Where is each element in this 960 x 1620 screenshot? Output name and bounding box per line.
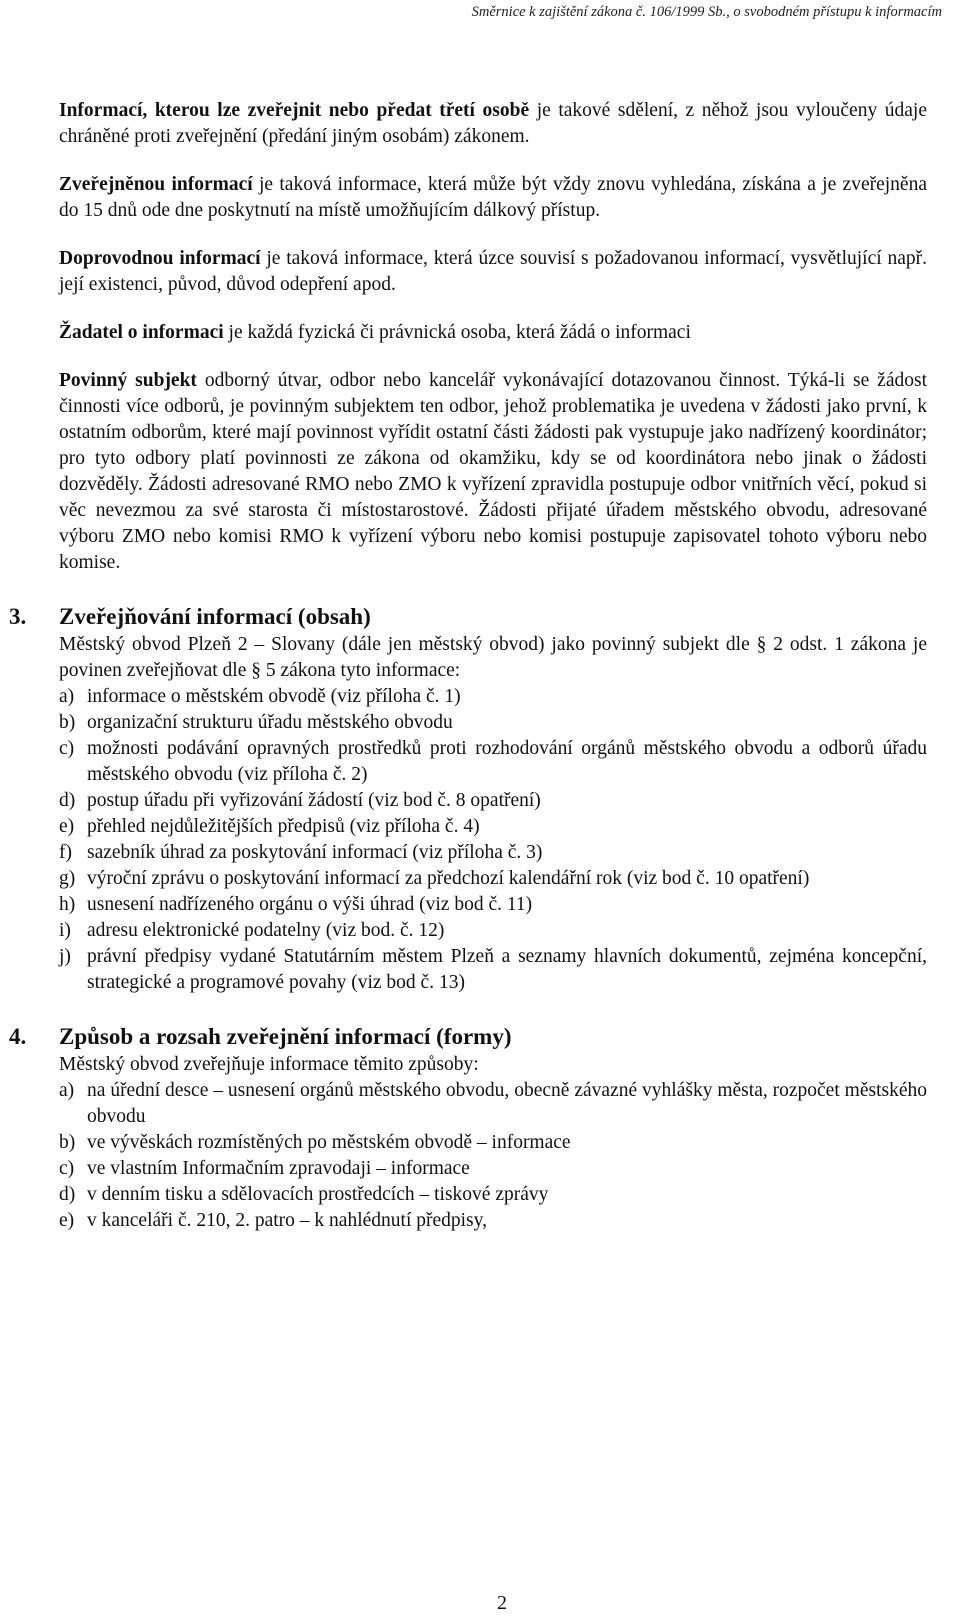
list-item — [59, 1182, 927, 1208]
list-marker: b) — [59, 1132, 76, 1153]
list-item-text: na úřední desce – usnesení orgánů městského obvodu, obecně závazné vyhlášky města, rozpočet městského obvodu — [87, 1080, 927, 1127]
definition-text: je taková informace, která může být vždy znovu vyhledána, získána a je zveřejněna do 15 dnů ode dne poskytnutí na místě umožňujícím dálkový přístup. — [59, 174, 927, 221]
list-item-text: organizační strukturu úřadu městského obvodu — [87, 712, 453, 733]
list-item-text: ve vývěskách rozmístěných po městském obvodě – informace — [87, 1132, 571, 1153]
section-number: 4. — [9, 1024, 27, 1049]
page-body — [9, 98, 927, 1234]
list-item — [59, 788, 927, 814]
list-item — [59, 736, 927, 788]
section-4-list — [59, 1078, 927, 1234]
list-marker: c) — [59, 738, 75, 759]
list-marker: h) — [59, 894, 76, 915]
definition-text: odborný útvar, odbor nebo kancelář vykonávající dotazovanou činnost. Týká-li se žádost činnosti více odborů, je povinným subjektem ten odbor, jehož problematika je uvedena v žádosti jako první, k ostatním odborům, které mají povinnost vyřídit ostatní části žádosti pak vystupuje jako nadřízený koordinátor; pro tyto odbory platí povinnosti ze zákona od okamžiku, kdy se od koordinátora nebo jinak o žádosti dozvěděly. Žádosti adresované RMO nebo ZMO k vyřízení zpravidla postupuje odbor vnitřních věcí, pokud si věc nevezmou za své starosta či místostarostové. Žádosti přijaté úřadem městského obvodu, adresované výboru ZMO nebo komisi RMO k vyřízení výboru nebo komisi postupuje zapisovatel tohoto výboru nebo komise. — [59, 370, 927, 573]
section-4-heading — [9, 1022, 927, 1052]
section-intro: Městský obvod zveřejňuje informace těmito způsoby: — [59, 1054, 479, 1075]
running-header: Směrnice k zajištění zákona č. 106/1999 Sb., o svobodném přístupu k informacím — [471, 4, 942, 20]
definition-paragraph — [59, 320, 927, 346]
section-number: 3. — [9, 604, 27, 629]
list-item-text: v denním tisku a sdělovacích prostředcích – tiskové zprávy — [87, 1184, 549, 1205]
list-marker: c) — [59, 1158, 75, 1179]
definition-text: je každá fyzická či právnická osoba, která žádá o informaci — [223, 322, 691, 343]
definition-text: je takové sdělení, z něhož jsou vyloučeny údaje chráněné proti zveřejnění (předání jiným osobám) zákonem. — [59, 100, 927, 147]
list-item — [59, 944, 927, 996]
definition-term: Informací, kterou lze zveřejnit nebo předat třetí osobě — [59, 100, 530, 121]
list-marker: e) — [59, 1210, 75, 1231]
list-item-text: ve vlastním Informačním zpravodaji – informace — [87, 1158, 470, 1179]
list-item — [59, 1130, 927, 1156]
list-marker: j) — [59, 946, 71, 967]
definition-text: je taková informace, která úzce souvisí s požadovanou informací, vysvětlující např. její existenci, původ, důvod odepření apod. — [59, 248, 927, 295]
section-title: Způsob a rozsah zveřejnění informací (formy) — [59, 1024, 512, 1049]
definition-term: Zveřejněnou informací — [59, 174, 253, 195]
list-item — [59, 918, 927, 944]
section-title: Zveřejňování informací (obsah) — [59, 604, 371, 629]
list-marker: a) — [59, 1080, 75, 1101]
list-marker: i) — [59, 920, 71, 941]
list-marker: b) — [59, 712, 76, 733]
section-3-list — [59, 684, 927, 996]
list-item-text: informace o městském obvodě (viz příloha č. 1) — [87, 686, 461, 707]
list-item-text: adresu elektronické podatelny (viz bod. č. 12) — [87, 920, 445, 941]
definition-paragraph — [59, 98, 927, 150]
list-item-text: postup úřadu při vyřizování žádostí (viz bod č. 8 opatření) — [87, 790, 541, 811]
section-intro: Městský obvod Plzeň 2 – Slovany (dále jen městský obvod) jako povinný subjekt dle § 2 odst. 1 zákona je povinen zveřejňovat dle § 5 zákona tyto informace: — [59, 634, 927, 681]
list-marker: f) — [59, 842, 72, 863]
list-item-text: usnesení nadřízeného orgánu o výši úhrad (viz bod č. 11) — [87, 894, 533, 915]
list-item-text: výroční zprávu o poskytování informací za předchozí kalendářní rok (viz bod č. 10 opatření) — [87, 868, 810, 889]
list-item-text: právní předpisy vydané Statutárním městem Plzeň a seznamy hlavních dokumentů, zejména koncepční, strategické a programové povahy (viz bod č. 13) — [87, 946, 927, 993]
list-marker: a) — [59, 686, 75, 707]
list-item-text: v kanceláři č. 210, 2. patro – k nahlédnutí předpisy, — [87, 1210, 487, 1231]
list-item-text: možnosti podávání opravných prostředků proti rozhodování orgánů městského obvodu a odborů úřadu městského obvodu (viz příloha č. 2) — [87, 738, 927, 785]
list-item — [59, 710, 927, 736]
list-item-text: sazebník úhrad za poskytování informací (viz příloha č. 3) — [87, 842, 543, 863]
list-marker: g) — [59, 868, 76, 889]
list-item — [59, 1156, 927, 1182]
definition-paragraph — [59, 368, 927, 576]
list-item — [59, 1208, 927, 1234]
list-marker: d) — [59, 790, 76, 811]
list-item — [59, 1078, 927, 1130]
list-item — [59, 684, 927, 710]
definition-term: Povinný subjekt — [59, 370, 197, 391]
definition-term: Žadatel o informaci — [59, 322, 224, 343]
list-marker: e) — [59, 816, 75, 837]
list-item — [59, 814, 927, 840]
list-item-text: přehled nejdůležitějších předpisů (viz příloha č. 4) — [87, 816, 480, 837]
definition-paragraph — [59, 246, 927, 298]
list-marker: d) — [59, 1184, 76, 1205]
definition-paragraph — [59, 172, 927, 224]
page-number: 2 — [497, 1592, 507, 1614]
definition-term: Doprovodnou informací — [59, 248, 261, 269]
list-item — [59, 892, 927, 918]
list-item — [59, 866, 927, 892]
list-item — [59, 840, 927, 866]
section-3-heading — [9, 602, 927, 632]
